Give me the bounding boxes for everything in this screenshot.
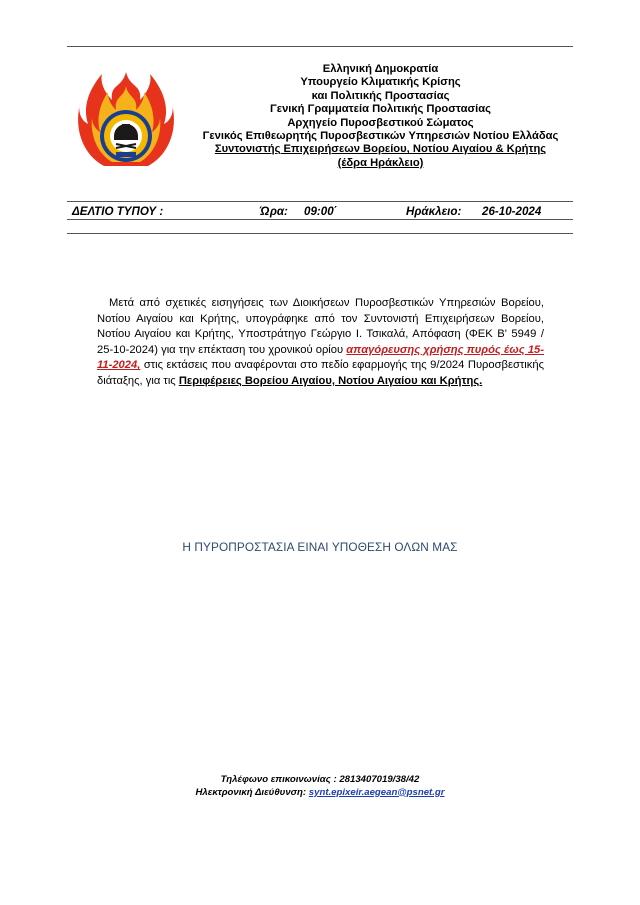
time-value: 09:00΄ bbox=[304, 205, 338, 218]
fire-service-emblem-icon bbox=[78, 70, 174, 178]
email-label: Ηλεκτρονική Διεύθυνση: bbox=[195, 786, 307, 798]
header-line: Υπουργείο Κλιματικής Κρίσης bbox=[300, 76, 461, 89]
press-bottom-rule bbox=[67, 219, 573, 220]
regions-highlight: Περιφέρειες Βορείου Αιγαίου, Νοτίου Αιγαίου και Κρήτης. bbox=[178, 374, 483, 387]
email-link[interactable]: synt.epixeir.aegean@psnet.gr bbox=[308, 786, 445, 798]
date-value: 26-10-2024 bbox=[482, 205, 542, 218]
top-rule bbox=[67, 46, 573, 47]
header-coordinator-line: Συντονιστής Επιχειρήσεων Βορείου, Νοτίου Αιγαίου & Κρήτης bbox=[214, 143, 547, 156]
press-top-rule bbox=[67, 201, 573, 202]
header-line: και Πολιτικής Προστασίας bbox=[311, 89, 450, 102]
fire-ban-highlight: απαγόρευσης χρήσης πυρός έως 15-11-2024, bbox=[97, 343, 544, 372]
announcement-paragraph bbox=[97, 296, 544, 390]
agency-header bbox=[188, 63, 573, 170]
header-line: Γενικός Επιθεωρητής Πυροσβεστικών Υπηρεσιών Νοτίου Ελλάδας bbox=[202, 130, 559, 143]
section-rule bbox=[67, 233, 573, 234]
phone-value: 2813407019/38/42 bbox=[339, 774, 420, 785]
header-line: Αρχηγείο Πυροσβεστικού Σώματος bbox=[287, 116, 474, 129]
slogan: Η ΠΥΡΟΠΡΟΣΤΑΣΙΑ ΕΙΝΑΙ ΥΠΟΘΕΣΗ ΟΛΩΝ ΜΑΣ bbox=[182, 540, 458, 554]
phone-label: Τηλέφωνο επικοινωνίας : bbox=[220, 774, 337, 785]
header-line: Ελληνική Δημοκρατία bbox=[322, 63, 439, 75]
press-release-label: ΔΕΛΤΙΟ ΤΥΠΟΥ : bbox=[72, 205, 164, 218]
header-seat-line: (έδρα Ηράκλειο) bbox=[337, 156, 424, 169]
contact-footer bbox=[0, 774, 640, 799]
email-line bbox=[0, 787, 640, 800]
time-label: Ώρα: bbox=[260, 205, 288, 218]
place-label: Ηράκλειο: bbox=[406, 205, 462, 218]
announcement-text: Μετά από σχετικές εισηγήσεις των Διοικήσεων Πυροσβεστικών Υπηρεσιών Βορείου, Νοτίου Αιγαίου και Κρήτης, υπογράφηκε από τον Συντονιστή Επιχειρήσεων Βορείου, Νοτίου Αιγαίου και Κρήτης, Υποστράτηγο Γεώργιο Ι. Τσικαλά, Απόφαση (ΦΕΚ Β' 5949 / 25-10-2024) για την επέκταση του χρονικού ορίου bbox=[97, 297, 544, 356]
press-release-row bbox=[72, 205, 552, 219]
phone-line bbox=[0, 774, 640, 787]
header-line: Γενική Γραμματεία Πολιτικής Προστασίας bbox=[270, 103, 491, 116]
announcement-text: στις εκτάσεις που αναφέρονται στο πεδίο εφαρμογής της 9/2024 Πυροσβεστικής διάταξης, για τις bbox=[97, 359, 544, 387]
